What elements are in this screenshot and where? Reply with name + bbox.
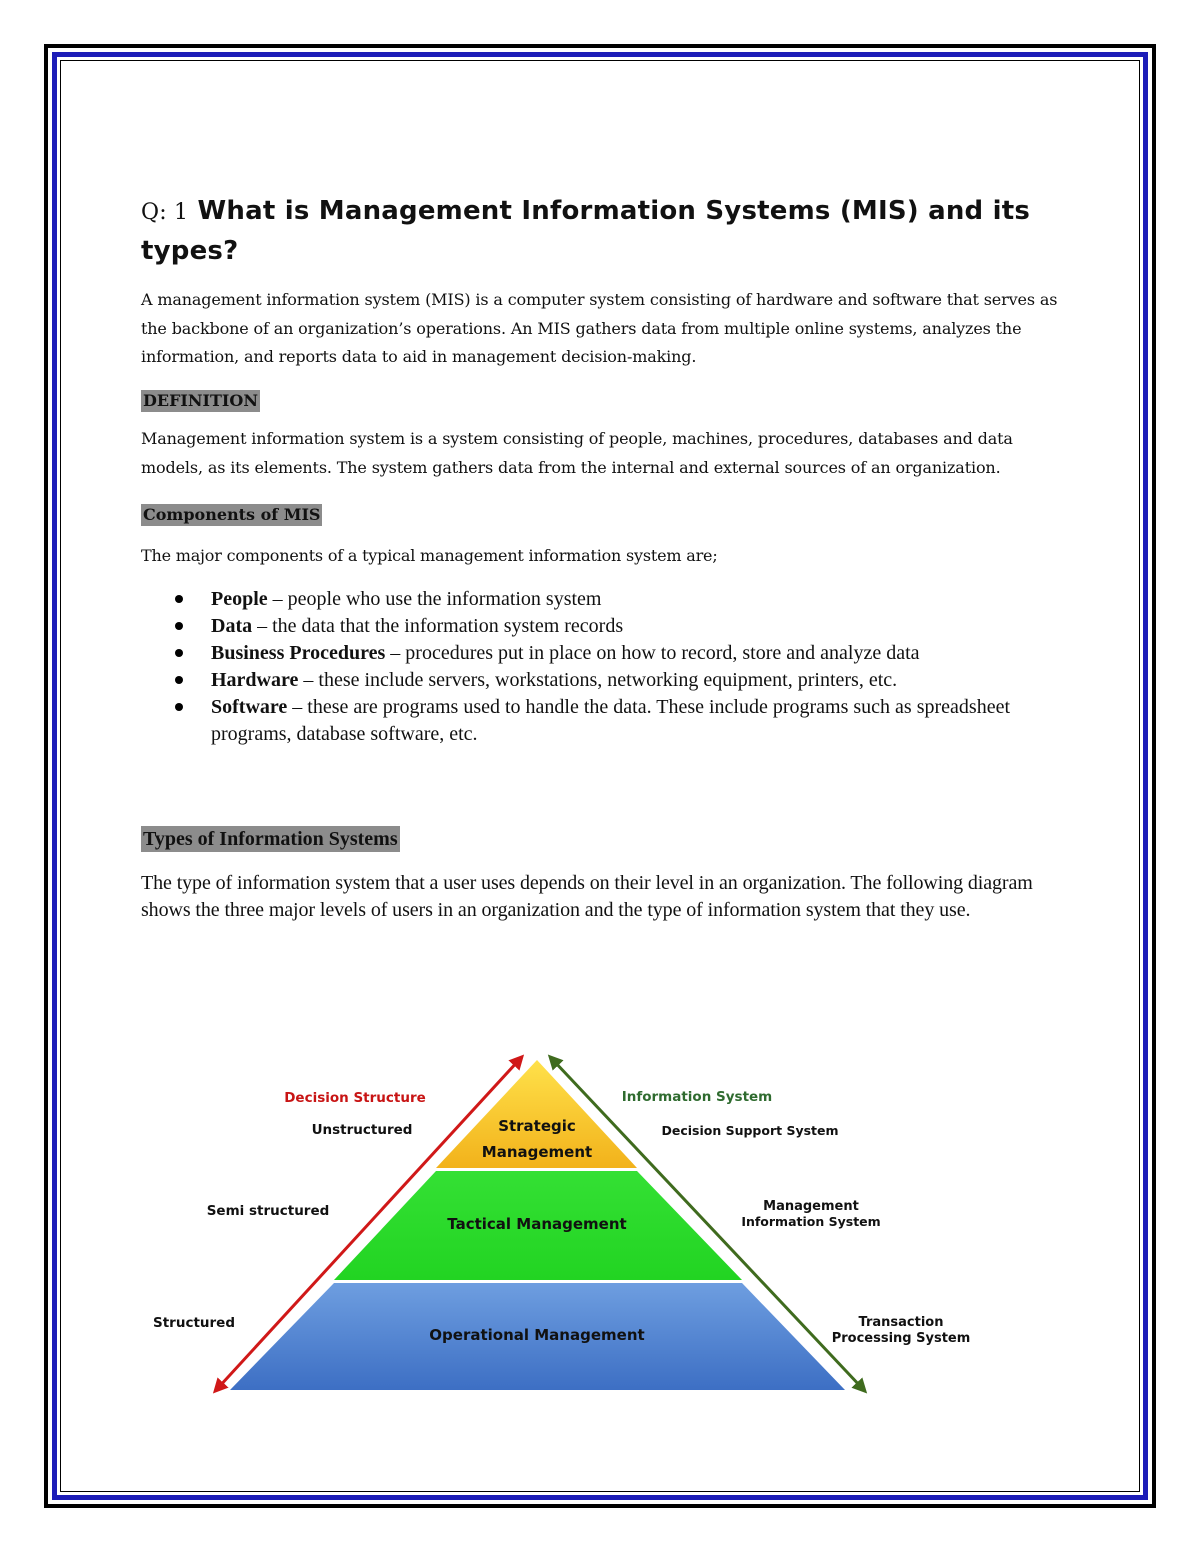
component-desc: – these are programs used to handle the data. These include programs such as spreadsheet programs, database software, etc. — [211, 695, 1011, 745]
intro-paragraph: A management information system (MIS) is a computer system consisting of hardware and software that serves as the backbone of an organization’s operations. An MIS gathers data from multiple online systems, analyzes the information, and reports data to aid in management decision-making. — [141, 290, 1058, 366]
decision-structure-header: Decision Structure — [284, 1090, 426, 1106]
system-tps-line2: Processing System — [831, 1331, 971, 1346]
information-system-header: Information System — [621, 1089, 773, 1105]
strategic-label-2: Management — [481, 1143, 593, 1161]
component-desc: – these include servers, workstations, networking equipment, printers, etc. — [298, 668, 898, 691]
types-paragraph: The type of information system that a user uses depends on their level in an organization. The following diagram shows the three major levels of users in an organization and the type of information system that they use. — [141, 871, 1033, 921]
component-term: Data — [211, 614, 253, 637]
component-term: Software — [211, 695, 288, 718]
decision-structured: Structured — [153, 1315, 235, 1331]
component-term: People — [211, 587, 268, 610]
question-number: Q: 1 — [141, 200, 189, 225]
definition-heading: DEFINITION — [143, 390, 258, 410]
system-mis-line1: Management — [763, 1199, 859, 1214]
components-intro: The major components of a typical management information system are; — [141, 545, 718, 565]
system-tps-line1: Transaction — [858, 1315, 944, 1330]
component-desc: – people who use the information system — [267, 587, 602, 610]
question-text: What is Management Information Systems (MIS) and its types? — [141, 196, 1031, 266]
strategic-label-1: Strategic — [498, 1117, 576, 1135]
definition-paragraph: Management information system is a system consisting of people, machines, procedures, databases and data models, as its elements. The system gathers data from the internal and external sources of an organization. — [141, 428, 1013, 477]
components-heading: Components of MIS — [143, 504, 321, 524]
component-desc: – procedures put in place on how to record, store and analyze data — [385, 641, 920, 664]
decision-unstructured: Unstructured — [311, 1122, 413, 1138]
component-term: Hardware — [211, 668, 299, 691]
types-heading: Types of Information Systems — [143, 827, 398, 850]
operational-label: Operational Management — [429, 1326, 645, 1344]
tactical-label: Tactical Management — [447, 1215, 627, 1233]
system-mis-line2: Information System — [741, 1214, 881, 1229]
system-decision-support: Decision Support System — [661, 1123, 839, 1138]
component-desc: – the data that the information system records — [252, 614, 624, 637]
component-term: Business Procedures — [211, 641, 386, 664]
decision-semi-structured: Semi structured — [206, 1203, 330, 1219]
